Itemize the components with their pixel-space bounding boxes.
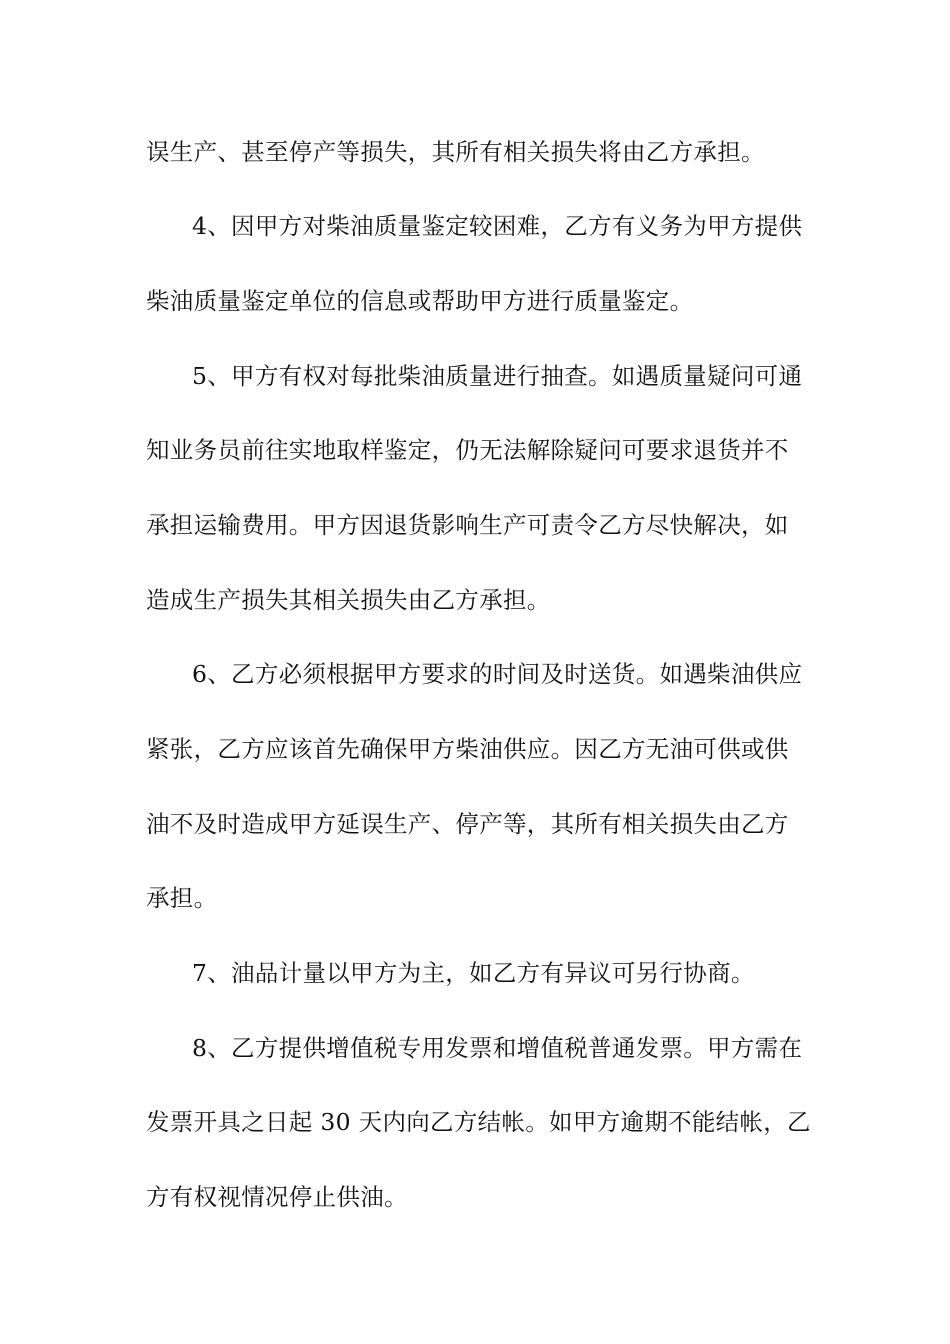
text-line: 油不及时造成甲方延误生产、停产等，其所有相关损失由乙方 [146,810,789,838]
text-line: 造成生产损失其相关损失由乙方承担。 [146,586,551,614]
clause-7-line: 7、油品计量以甲方为主，如乙方有异议可另行协商。 [192,959,755,987]
text-line: 承担。 [146,884,218,912]
text-line: 柴油质量鉴定单位的信息或帮助甲方进行质量鉴定。 [146,287,694,315]
text-line: 知业务员前往实地取样鉴定，仍无法解除疑问可要求退货并不 [146,436,789,464]
text-line: 方有权视情况停止供油。 [146,1183,408,1211]
text-line: 误生产、甚至停产等损失，其所有相关损失将由乙方承担。 [146,138,765,166]
clause-4-line: 4、因甲方对柴油质量鉴定较困难，乙方有义务为甲方提供 [192,212,803,240]
clause-5-line: 5、甲方有权对每批柴油质量进行抽查。如遇质量疑问可通 [192,362,803,390]
text-line: 紧张，乙方应该首先确保甲方柴油供应。因乙方无油可供或供 [146,735,789,763]
clause-6-line: 6、乙方必须根据甲方要求的时间及时送货。如遇柴油供应 [192,660,803,688]
text-line: 承担运输费用。甲方因退货影响生产可责令乙方尽快解决，如 [146,511,789,539]
clause-8-line: 8、乙方提供增值税专用发票和增值税普通发票。甲方需在 [192,1034,803,1062]
text-line: 发票开具之日起 30 天内向乙方结帐。如甲方逾期不能结帐，乙 [146,1108,811,1136]
